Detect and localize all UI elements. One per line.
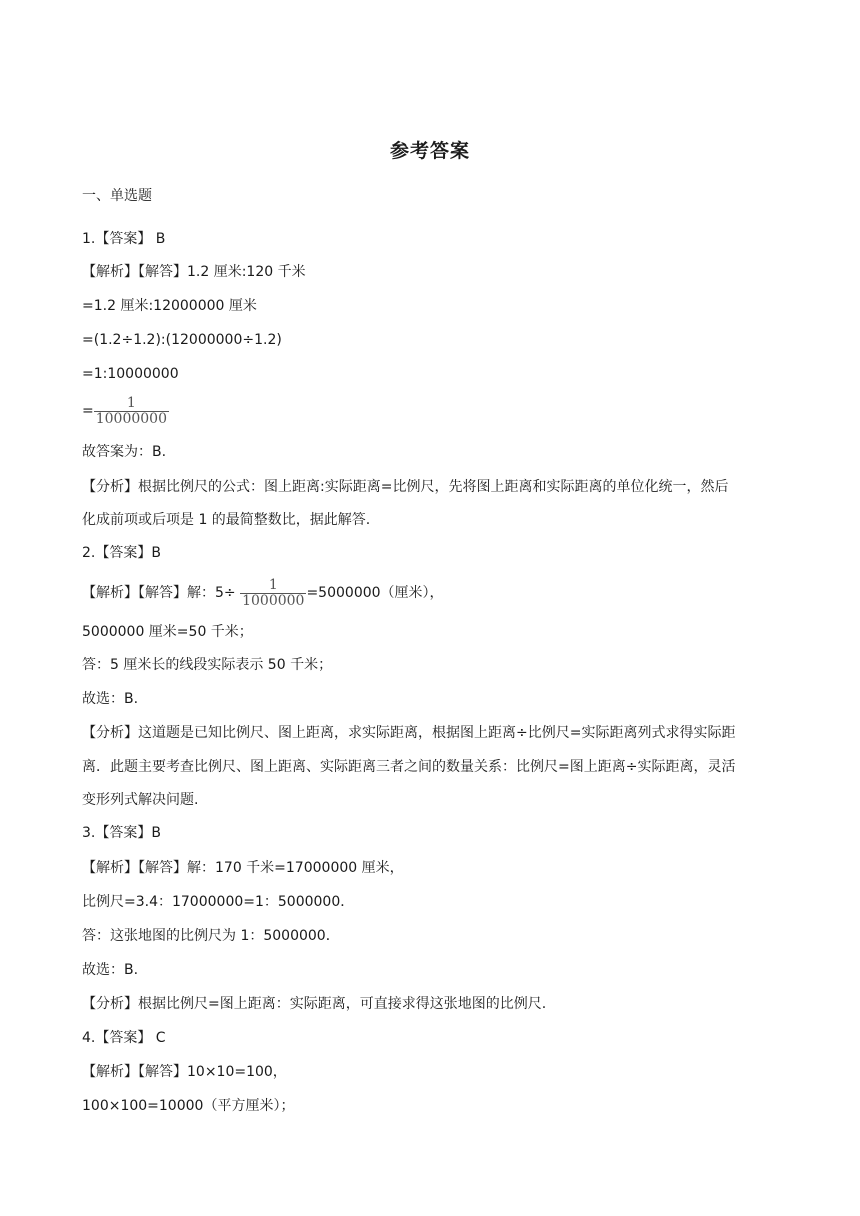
q2-solution-prefix: 【解析】【解答】解：5÷	[82, 585, 241, 601]
q2-step-1: 5000000 厘米=50 千米；	[82, 624, 253, 640]
q1-solution: 【解析】【解答】1.2 厘米:120 千米	[82, 264, 306, 280]
q1-analysis-line-2: 化成前项或后项是 1 的最简整数比，据此解答.	[82, 512, 371, 528]
q1-step-fraction	[82, 394, 169, 428]
q4-step-1: 100×100=10000（平方厘米）；	[82, 1098, 295, 1114]
q2-answer: 2.【答案】B	[82, 545, 161, 561]
page-title: 参考答案	[389, 140, 470, 162]
q2-solution-suffix: =5000000（厘米），	[306, 585, 444, 601]
q3-conclusion: 故选：B.	[82, 962, 139, 978]
q1-fraction-prefix: =	[82, 403, 94, 419]
q4-solution: 【解析】【解答】10×10=100，	[82, 1064, 287, 1080]
q3-analysis: 【分析】根据比例尺=图上距离：实际距离，可直接求得这张地图的比例尺.	[82, 996, 547, 1012]
q2-solution	[82, 576, 444, 610]
q1-analysis-line-1: 【分析】根据比例尺的公式：图上距离:实际距离=比例尺，先将图上距离和实际距离的单位化统一，然后	[82, 479, 729, 495]
q2-fraction-numerator: 1	[268, 576, 278, 593]
q1-fraction-denominator: 10000000	[95, 410, 167, 427]
q3-solution: 【解析】【解答】解：170 千米=17000000 厘米，	[82, 860, 404, 876]
q1-answer: 1.【答案】 B	[82, 231, 166, 247]
q2-analysis-line-3: 变形列式解决问题.	[82, 792, 199, 808]
q2-analysis-line-1: 【分析】这道题是已知比例尺、图上距离，求实际距离，根据图上距离÷比例尺=实际距离列式求得实际距	[82, 725, 736, 741]
q2-fraction-denominator: 1000000	[242, 592, 305, 609]
q2-conclusion: 故选：B.	[82, 691, 139, 707]
q1-conclusion: 故答案为：B.	[82, 444, 167, 460]
q2-step-2: 答：5 厘米长的线段实际表示 50 千米；	[82, 657, 333, 673]
q2-fraction	[240, 578, 306, 609]
q3-step-1: 比例尺=3.4：17000000=1：5000000．	[82, 894, 355, 910]
q1-fraction	[94, 396, 169, 427]
q3-answer: 3.【答案】B	[82, 825, 161, 841]
q1-step-1: =1.2 厘米:12000000 厘米	[82, 298, 257, 314]
q1-fraction-numerator: 1	[126, 394, 136, 411]
q2-analysis-line-2: 离．此题主要考查比例尺、图上距离、实际距离三者之间的数量关系：比例尺=图上距离÷实际距离，灵活	[82, 759, 736, 775]
q3-step-2: 答：这张地图的比例尺为 1：5000000．	[82, 928, 340, 944]
q1-step-3: =1:10000000	[82, 366, 179, 382]
q1-step-2: =(1.2÷1.2):(12000000÷1.2)	[82, 332, 282, 348]
section-heading: 一、单选题	[82, 188, 152, 204]
q4-answer: 4.【答案】 C	[82, 1030, 166, 1046]
